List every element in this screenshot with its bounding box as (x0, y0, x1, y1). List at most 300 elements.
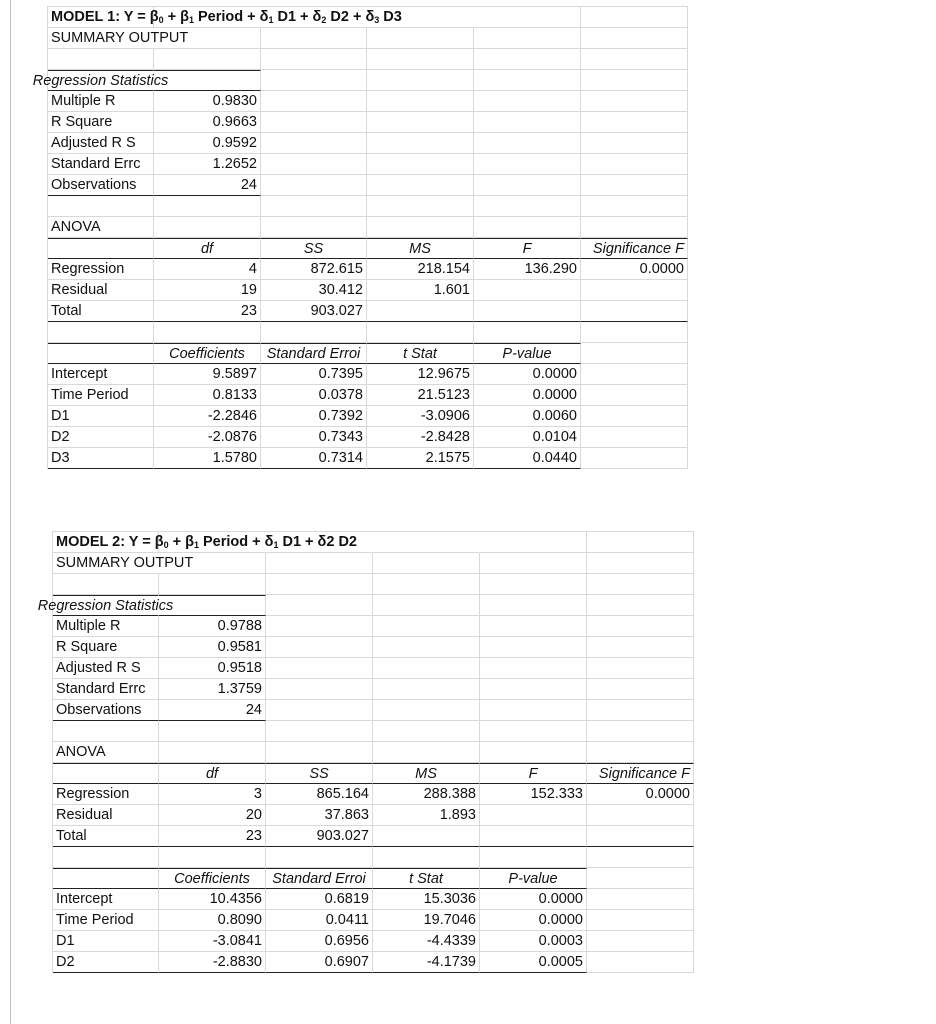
cell[interactable] (159, 847, 266, 868)
coef-se[interactable] (261, 427, 367, 448)
coef-p[interactable] (474, 427, 581, 448)
cell[interactable] (587, 679, 694, 700)
cell[interactable] (266, 700, 373, 721)
coef-value[interactable] (154, 406, 261, 427)
anova-ms[interactable] (367, 280, 474, 301)
regstat-value-text: 0.9592 (212, 135, 257, 151)
coef-t-text: 15.3036 (423, 891, 476, 907)
anova-label[interactable] (53, 805, 159, 826)
coef-value-text: -2.0876 (207, 429, 257, 445)
cell[interactable] (581, 28, 688, 49)
cell[interactable] (474, 154, 581, 175)
coef-header[interactable] (53, 868, 159, 889)
cell[interactable] (154, 70, 261, 91)
cell[interactable] (266, 679, 373, 700)
anova-ss[interactable] (261, 259, 367, 280)
coef-se-text: 0.7343 (318, 429, 363, 445)
cell[interactable] (266, 553, 373, 574)
cell[interactable] (261, 217, 367, 238)
coef-value[interactable] (159, 931, 266, 952)
coef-header[interactable] (367, 343, 474, 364)
cell[interactable] (474, 112, 581, 133)
cell[interactable] (581, 364, 688, 385)
cell[interactable] (474, 133, 581, 154)
coef-p[interactable] (480, 889, 587, 910)
cell[interactable] (367, 175, 474, 196)
coef-header-text: t Stat (409, 871, 443, 887)
cell[interactable] (581, 70, 688, 91)
regstat-label[interactable] (53, 679, 159, 700)
cell[interactable] (367, 322, 474, 343)
title-part: + β (163, 9, 189, 25)
cell[interactable] (261, 322, 367, 343)
coef-header[interactable] (154, 343, 261, 364)
coef-value[interactable] (159, 889, 266, 910)
cell[interactable] (266, 721, 373, 742)
cell[interactable] (154, 322, 261, 343)
cell[interactable] (53, 721, 159, 742)
cell[interactable] (159, 742, 266, 763)
coef-t[interactable] (367, 364, 474, 385)
regstat-label-text: Multiple R (56, 618, 121, 634)
cell[interactable] (53, 574, 159, 595)
cell[interactable] (581, 154, 688, 175)
cell[interactable] (587, 931, 694, 952)
cell[interactable] (373, 658, 480, 679)
coef-value[interactable] (159, 910, 266, 931)
cell[interactable] (373, 637, 480, 658)
cell[interactable] (261, 154, 367, 175)
cell[interactable] (373, 595, 480, 616)
cell[interactable] (48, 196, 154, 217)
coef-t[interactable] (373, 931, 480, 952)
cell[interactable] (266, 574, 373, 595)
cell[interactable] (480, 679, 587, 700)
cell[interactable] (587, 595, 694, 616)
cell[interactable] (159, 595, 266, 616)
cell[interactable] (261, 112, 367, 133)
cell[interactable] (480, 532, 587, 553)
coef-header[interactable] (373, 868, 480, 889)
cell[interactable] (474, 322, 581, 343)
coef-label[interactable] (48, 448, 154, 469)
model1-coef-row (48, 427, 688, 448)
coef-header[interactable] (159, 868, 266, 889)
anova-sig[interactable] (587, 784, 694, 805)
model2-anova-label-text: ANOVA (56, 744, 106, 760)
regstat-label[interactable] (53, 658, 159, 679)
cell[interactable] (266, 847, 373, 868)
cell[interactable] (581, 322, 688, 343)
anova-ms[interactable] (373, 805, 480, 826)
cell[interactable] (587, 637, 694, 658)
coef-header[interactable] (48, 343, 154, 364)
regstat-value[interactable] (154, 112, 261, 133)
anova-header[interactable] (587, 763, 694, 784)
coef-label[interactable] (48, 385, 154, 406)
cell[interactable] (474, 28, 581, 49)
cell[interactable] (261, 28, 367, 49)
cell[interactable] (587, 658, 694, 679)
cell[interactable] (480, 742, 587, 763)
cell[interactable] (587, 742, 694, 763)
cell[interactable] (154, 217, 261, 238)
cell[interactable] (261, 49, 367, 70)
regstat-label-text: Adjusted R S (56, 660, 141, 676)
coef-t[interactable] (373, 910, 480, 931)
coef-label[interactable] (48, 427, 154, 448)
anova-sig[interactable] (581, 259, 688, 280)
model1-anova-label[interactable] (48, 217, 154, 238)
coef-se[interactable] (266, 910, 373, 931)
coef-t[interactable] (373, 889, 480, 910)
cell[interactable] (480, 553, 587, 574)
anova-label[interactable] (53, 826, 159, 847)
cell[interactable] (266, 637, 373, 658)
coef-label[interactable] (48, 364, 154, 385)
cell[interactable] (474, 49, 581, 70)
cell[interactable] (587, 532, 694, 553)
coef-se[interactable] (266, 889, 373, 910)
anova-header[interactable] (367, 238, 474, 259)
cell[interactable] (480, 700, 587, 721)
cell[interactable] (154, 49, 261, 70)
model2-anova-label[interactable] (53, 742, 159, 763)
cell[interactable] (474, 217, 581, 238)
regstat-value-text: 1.3759 (217, 681, 262, 697)
anova-df[interactable] (154, 259, 261, 280)
model2-summary[interactable] (53, 553, 194, 574)
anova-df[interactable] (154, 301, 261, 322)
cell[interactable] (581, 49, 688, 70)
coef-label[interactable] (53, 889, 159, 910)
coef-se[interactable] (266, 931, 373, 952)
anova-ss[interactable] (266, 784, 373, 805)
regstat-label[interactable] (53, 700, 159, 721)
cell[interactable] (581, 133, 688, 154)
cell[interactable] (261, 70, 367, 91)
cell[interactable] (261, 196, 367, 217)
regstat-label[interactable] (48, 154, 154, 175)
anova-label-text: Total (51, 303, 82, 319)
anova-header-text: SS (309, 766, 329, 782)
cell[interactable] (480, 658, 587, 679)
anova-ss[interactable] (266, 805, 373, 826)
cell[interactable] (587, 952, 694, 973)
cell[interactable] (373, 532, 480, 553)
anova-f-text: 136.290 (524, 261, 577, 277)
coef-p[interactable] (480, 910, 587, 931)
cell[interactable] (474, 91, 581, 112)
anova-f[interactable] (474, 301, 581, 322)
model1-blank-3 (48, 322, 688, 343)
cell[interactable] (48, 322, 154, 343)
cell[interactable] (367, 49, 474, 70)
anova-label[interactable] (48, 259, 154, 280)
cell[interactable] (474, 7, 581, 28)
anova-header[interactable] (581, 238, 688, 259)
coef-p[interactable] (474, 448, 581, 469)
model1-anova-label-row (48, 217, 688, 238)
title-part: Period + δ (198, 534, 274, 550)
regstat-label[interactable] (48, 112, 154, 133)
regstat-value[interactable] (159, 700, 266, 721)
coef-se[interactable] (261, 406, 367, 427)
regstat-value[interactable] (154, 133, 261, 154)
regstat-label[interactable] (48, 175, 154, 196)
anova-sig[interactable] (581, 280, 688, 301)
cell[interactable] (587, 889, 694, 910)
anova-f[interactable] (480, 805, 587, 826)
cell[interactable] (261, 91, 367, 112)
anova-header[interactable] (480, 763, 587, 784)
anova-header-text: SS (303, 241, 324, 257)
cell[interactable] (373, 721, 480, 742)
cell[interactable] (373, 847, 480, 868)
coef-value[interactable] (159, 952, 266, 973)
anova-header[interactable] (266, 763, 373, 784)
coef-se-text: 0.6956 (324, 933, 369, 949)
cell[interactable] (159, 721, 266, 742)
coef-label-text: Time Period (56, 912, 134, 928)
cell[interactable] (480, 637, 587, 658)
anova-header[interactable] (154, 238, 261, 259)
coef-p[interactable] (474, 364, 581, 385)
cell[interactable] (480, 847, 587, 868)
cell[interactable] (587, 910, 694, 931)
anova-sig[interactable] (587, 805, 694, 826)
coef-label[interactable] (53, 931, 159, 952)
anova-ss-text: 872.615 (310, 261, 363, 277)
anova-header[interactable] (474, 238, 581, 259)
coef-t[interactable] (367, 448, 474, 469)
coef-t[interactable] (367, 406, 474, 427)
cell[interactable] (154, 196, 261, 217)
coef-t-text: 21.5123 (417, 387, 470, 403)
cell[interactable] (474, 70, 581, 91)
coef-value[interactable] (154, 385, 261, 406)
anova-header[interactable] (48, 238, 154, 259)
model2-regstats-header-row (37, 595, 694, 616)
coef-t[interactable] (373, 952, 480, 973)
coef-se[interactable] (261, 364, 367, 385)
coef-value[interactable] (154, 448, 261, 469)
cell[interactable] (581, 217, 688, 238)
coef-header[interactable] (261, 343, 367, 364)
cell[interactable] (480, 721, 587, 742)
model2-regstats-header[interactable] (37, 595, 174, 616)
cell[interactable] (581, 385, 688, 406)
model2-regstat-row (53, 658, 694, 679)
anova-sig-text: 0.0000 (639, 261, 684, 277)
anova-f[interactable] (474, 259, 581, 280)
cell[interactable] (480, 595, 587, 616)
regstat-label-text: Observations (51, 177, 137, 193)
cell[interactable] (367, 133, 474, 154)
cell[interactable] (159, 574, 266, 595)
coef-label[interactable] (53, 910, 159, 931)
cell[interactable] (373, 616, 480, 637)
model2-coef-row (53, 952, 694, 973)
anova-ms[interactable] (367, 301, 474, 322)
title-part: 2 (321, 15, 327, 25)
cell[interactable] (581, 343, 688, 364)
cell[interactable] (480, 574, 587, 595)
cell[interactable] (53, 847, 159, 868)
cell[interactable] (266, 616, 373, 637)
cell[interactable] (581, 91, 688, 112)
model1-anova-row (48, 301, 688, 322)
coef-p-text: 0.0060 (532, 408, 577, 424)
cell[interactable] (581, 7, 688, 28)
coef-value[interactable] (154, 364, 261, 385)
coef-se[interactable] (261, 448, 367, 469)
cell[interactable] (587, 700, 694, 721)
anova-header[interactable] (373, 763, 480, 784)
coef-p-text: 0.0104 (532, 429, 577, 445)
coef-p[interactable] (480, 931, 587, 952)
cell[interactable] (367, 196, 474, 217)
anova-label[interactable] (48, 301, 154, 322)
title-part: 0 (158, 15, 164, 25)
coef-header[interactable] (480, 868, 587, 889)
cell[interactable] (474, 175, 581, 196)
model1-anova-header-row (48, 238, 688, 259)
coef-se[interactable] (261, 385, 367, 406)
cell[interactable] (474, 196, 581, 217)
coef-value[interactable] (154, 427, 261, 448)
regstat-value[interactable] (159, 679, 266, 700)
anova-ss[interactable] (266, 826, 373, 847)
anova-df[interactable] (159, 826, 266, 847)
cell[interactable] (373, 553, 480, 574)
regstat-label[interactable] (48, 91, 154, 112)
model1-summary-text: SUMMARY OUTPUT (51, 30, 189, 46)
cell[interactable] (587, 553, 694, 574)
anova-header[interactable] (261, 238, 367, 259)
cell[interactable] (266, 742, 373, 763)
anova-ms[interactable] (373, 784, 480, 805)
anova-f[interactable] (474, 280, 581, 301)
title-part: D1 + δ2 D2 (278, 534, 357, 550)
regstat-label[interactable] (48, 133, 154, 154)
coef-header[interactable] (474, 343, 581, 364)
regstat-value-text: 0.9830 (212, 93, 257, 109)
anova-ss[interactable] (261, 280, 367, 301)
regstat-value-text: 24 (240, 177, 257, 193)
cell[interactable] (367, 217, 474, 238)
regstat-value[interactable] (159, 658, 266, 679)
cell[interactable] (373, 574, 480, 595)
model2-blank-3 (53, 847, 694, 868)
cell[interactable] (587, 616, 694, 637)
cell[interactable] (587, 574, 694, 595)
cell[interactable] (587, 868, 694, 889)
coef-label-text: D1 (51, 408, 70, 424)
regstat-label[interactable] (53, 637, 159, 658)
cell[interactable] (367, 70, 474, 91)
cell[interactable] (373, 700, 480, 721)
anova-df[interactable] (154, 280, 261, 301)
cell[interactable] (367, 112, 474, 133)
cell[interactable] (261, 175, 367, 196)
anova-ss[interactable] (261, 301, 367, 322)
coef-p[interactable] (474, 385, 581, 406)
coef-p[interactable] (480, 952, 587, 973)
anova-df[interactable] (159, 805, 266, 826)
anova-ms[interactable] (367, 259, 474, 280)
cell[interactable] (367, 28, 474, 49)
cell[interactable] (581, 427, 688, 448)
cell[interactable] (581, 175, 688, 196)
anova-ms[interactable] (373, 826, 480, 847)
cell[interactable] (266, 595, 373, 616)
cell[interactable] (261, 133, 367, 154)
coef-label-text: Time Period (51, 387, 129, 403)
anova-header[interactable] (159, 763, 266, 784)
coef-p-text: 0.0000 (538, 891, 583, 907)
anova-f[interactable] (480, 826, 587, 847)
coef-p[interactable] (474, 406, 581, 427)
title-part: + β (168, 534, 194, 550)
cell[interactable] (48, 49, 154, 70)
anova-header-text: MS (415, 766, 437, 782)
anova-sig[interactable] (587, 826, 694, 847)
coef-se[interactable] (266, 952, 373, 973)
regstat-label[interactable] (53, 616, 159, 637)
model1-regstats-header[interactable] (32, 70, 169, 91)
anova-ms-text: 1.893 (439, 807, 476, 823)
coef-t[interactable] (367, 385, 474, 406)
anova-label[interactable] (53, 784, 159, 805)
model1-regstat-row (48, 91, 688, 112)
coef-header-text: P-value (502, 346, 552, 362)
regstat-value[interactable] (154, 175, 261, 196)
regstat-value[interactable] (159, 616, 266, 637)
anova-df[interactable] (159, 784, 266, 805)
cell[interactable] (581, 112, 688, 133)
cell[interactable] (266, 658, 373, 679)
anova-label[interactable] (48, 280, 154, 301)
cell[interactable] (480, 616, 587, 637)
coef-t[interactable] (367, 427, 474, 448)
coef-label-text: Intercept (56, 891, 113, 907)
coef-label[interactable] (48, 406, 154, 427)
model1-summary[interactable] (48, 28, 189, 49)
cell[interactable] (367, 91, 474, 112)
coef-t-text: 12.9675 (417, 366, 470, 382)
cell[interactable] (581, 448, 688, 469)
cell[interactable] (581, 406, 688, 427)
anova-label-text: Regression (56, 786, 130, 802)
coef-label[interactable] (53, 952, 159, 973)
title-part: D3 (379, 9, 402, 25)
anova-f[interactable] (480, 784, 587, 805)
anova-header[interactable] (53, 763, 159, 784)
cell[interactable] (373, 742, 480, 763)
cell[interactable] (373, 679, 480, 700)
cell[interactable] (587, 721, 694, 742)
regstat-value[interactable] (159, 637, 266, 658)
cell[interactable] (581, 196, 688, 217)
cell[interactable] (587, 847, 694, 868)
cell[interactable] (367, 154, 474, 175)
coef-se-text: 0.6819 (324, 891, 369, 907)
coef-header[interactable] (266, 868, 373, 889)
regstat-value[interactable] (154, 91, 261, 112)
regstat-value[interactable] (154, 154, 261, 175)
anova-sig[interactable] (581, 301, 688, 322)
